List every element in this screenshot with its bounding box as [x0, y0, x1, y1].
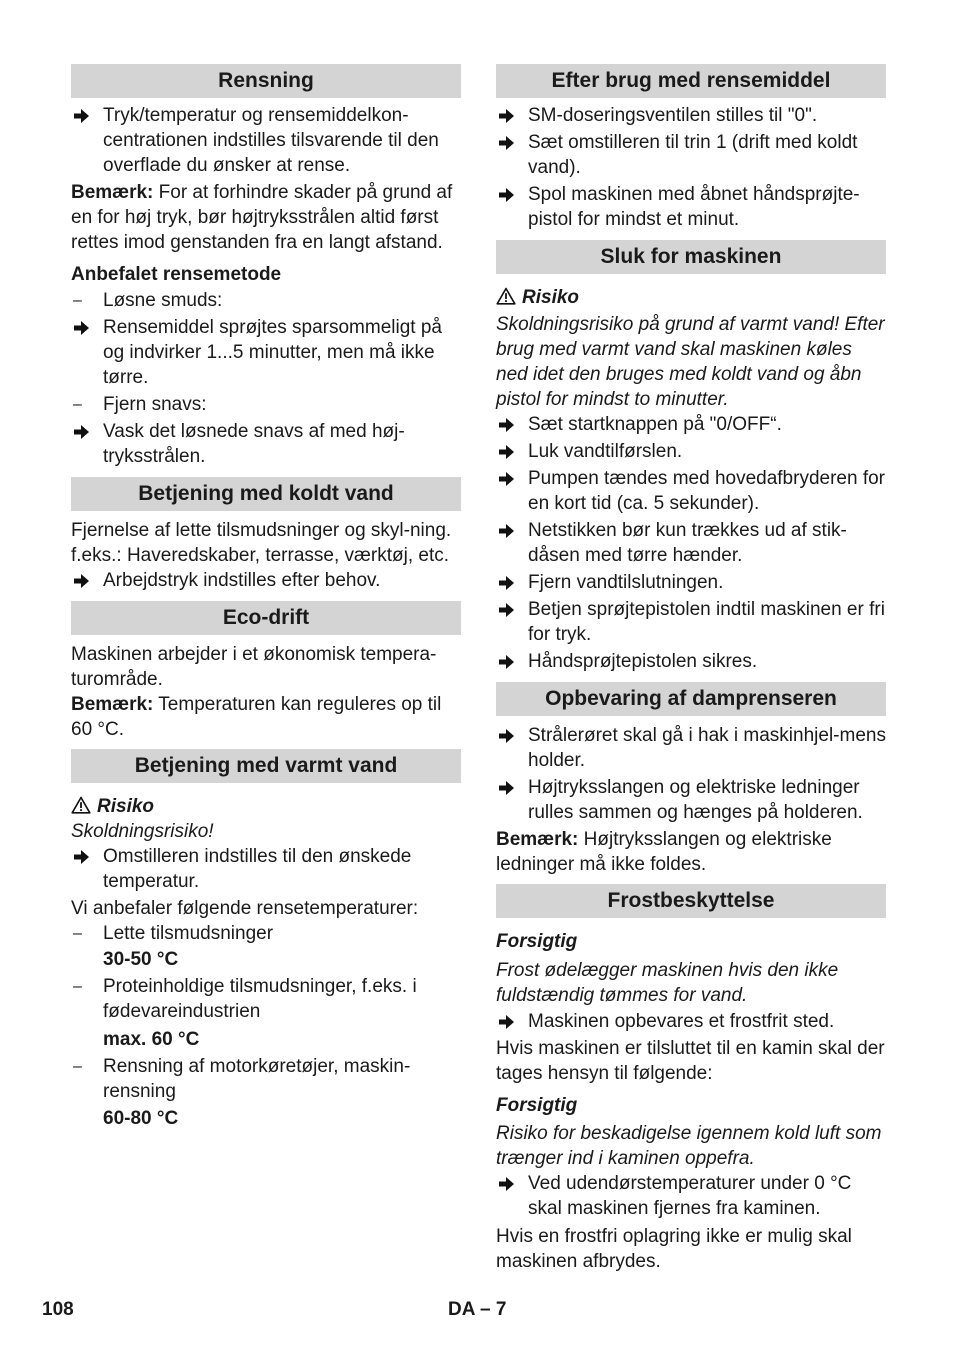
arrow-icon: [71, 315, 97, 345]
arrow-icon: [71, 844, 97, 874]
list-item: Luk vandtilførslen.: [496, 439, 886, 464]
list-item: – Proteinholdige tilsmudsninger, f.eks. i fødevareindustrien: [73, 976, 417, 1022]
arrow-icon: [496, 103, 522, 133]
left-column: [71, 64, 461, 1131]
list-item: Fjern vandtilslutningen.: [496, 570, 886, 595]
temperature-value: max. 60 °C: [103, 1029, 200, 1050]
list-item: – Lette tilsmudsninger: [73, 923, 274, 944]
list-item: – Fjern snavs:: [73, 394, 207, 415]
subheading: Anbefalet rensemetode: [71, 264, 282, 285]
caution-heading: Forsigtig: [496, 1095, 578, 1116]
dash-icon: –: [73, 1058, 82, 1075]
section-header-sluk: Sluk for maskinen: [496, 240, 886, 274]
arrow-icon: [496, 130, 522, 160]
arrow-icon: [71, 103, 97, 133]
arrow-icon: [496, 518, 522, 548]
arrow-icon: [496, 597, 522, 627]
list-item: Sæt startknappen på "0/OFF“.: [496, 412, 886, 437]
list-item: Spol maskinen med åbnet håndsprøjte-pistol for mindst et minut.: [496, 182, 886, 232]
paragraph: Vi anbefaler følgende rensetemperaturer:: [71, 898, 419, 919]
arrow-icon: [496, 570, 522, 600]
list-item: – Løsne smuds:: [73, 290, 223, 311]
arrow-icon: [496, 1171, 522, 1201]
paragraph: Maskinen arbejder i et økonomisk tempera-turområde.: [71, 644, 437, 690]
list-item: Pumpen tændes med hovedafbryderen for en kort tid (ca. 5 sekunder).: [496, 466, 886, 516]
arrow-icon: [496, 412, 522, 442]
section-header-frost: Frostbeskyttelse: [496, 884, 886, 918]
list-item: Sæt omstilleren til trin 1 (drift med koldt vand).: [496, 130, 886, 180]
list-item: Tryk/temperatur og rensemiddelkon-centrationen indstilles tilsvarende til den overflade du ønsker at rense.: [71, 103, 461, 178]
note: Bemærk: For at forhindre skader på grund af en for høj tryk, bør højtryksstrålen altid først rettes imod genstanden fra en langt afstand.: [71, 182, 453, 253]
list-item: Ved udendørstemperaturer under 0 °C skal maskinen fjernes fra kaminen.: [496, 1171, 886, 1221]
risk-text: Skoldningsrisiko på grund af varmt vand! Efter brug med varmt vand skal maskinen køles ned idet den bruges med koldt vand og åbn pistol for mindst to minutter.: [496, 314, 885, 410]
section-header-eco-drift: Eco-drift: [71, 601, 461, 635]
dash-icon: –: [73, 396, 82, 413]
list-item: Omstilleren indstilles til den ønskede temperatur.: [71, 844, 461, 894]
caution-text: Risiko for beskadigelse igennem kold luft som trænger ind i kaminen oppefra.: [496, 1123, 882, 1169]
section-header-rensning: Rensning: [71, 64, 461, 98]
list-item: SM-doseringsventilen stilles til "0".: [496, 103, 886, 128]
arrow-icon: [496, 723, 522, 753]
dash-icon: –: [73, 925, 82, 942]
warning-triangle-icon: [71, 796, 91, 814]
page-label: DA – 7: [448, 1299, 507, 1320]
section-header-opbevaring: Opbevaring af damprenseren: [496, 682, 886, 716]
list-item: Netstikken bør kun trækkes ud af stik-dåsen med tørre hænder.: [496, 518, 886, 568]
arrow-icon: [496, 775, 522, 805]
section-header-efter-brug: Efter brug med rensemiddel: [496, 64, 886, 98]
section-header-varmt-vand: Betjening med varmt vand: [71, 749, 461, 783]
risk-heading: Risiko: [496, 285, 886, 310]
list-item: Maskinen opbevares et frostfrit sted.: [496, 1009, 886, 1034]
list-item: Vask det løsnede snavs af med høj-tryksstrålen.: [71, 419, 461, 469]
paragraph: Hvis en frostfri oplagring ikke er mulig skal maskinen afbrydes.: [496, 1226, 852, 1272]
list-item: Rensemiddel sprøjtes sparsommeligt på og indvirker 1...5 minutter, men må ikke tørre.: [71, 315, 461, 390]
temperature-value: 60-80 °C: [103, 1108, 179, 1129]
page-number: 108: [42, 1299, 74, 1320]
arrow-icon: [496, 182, 522, 212]
arrow-icon: [496, 1009, 522, 1039]
paragraph: Hvis maskinen er tilsluttet til en kamin skal der tages hensyn til følgende:: [496, 1038, 885, 1084]
risk-heading: Risiko: [71, 794, 461, 819]
note: Bemærk: Temperaturen kan reguleres op til 60 °C.: [71, 694, 442, 740]
risk-text: Skoldningsrisiko!: [71, 821, 214, 842]
arrow-icon: [71, 568, 97, 598]
caution-text: Frost ødelægger maskinen hvis den ikke fuldstændig tømmes for vand.: [496, 960, 839, 1006]
temperature-value: 30-50 °C: [103, 949, 179, 970]
caution-heading: Forsigtig: [496, 931, 578, 952]
list-item: Betjen sprøjtepistolen indtil maskinen er fri for tryk.: [496, 597, 886, 647]
list-item: Højtryksslangen og elektriske ledninger rulles sammen og hænges på holderen.: [496, 775, 886, 825]
arrow-icon: [496, 439, 522, 469]
section-header-koldt-vand: Betjening med koldt vand: [71, 477, 461, 511]
paragraph: Fjernelse af lette tilsmudsninger og skyl-ning. f.eks.: Haveredskaber, terrasse, værktøj, etc.: [71, 520, 452, 566]
list-item: – Rensning af motorkøretøjer, maskin-rensning: [73, 1056, 411, 1102]
list-item: Håndsprøjtepistolen sikres.: [496, 649, 886, 674]
warning-triangle-icon: [496, 287, 516, 305]
list-item: Strålerøret skal gå i hak i maskinhjel-mens holder.: [496, 723, 886, 773]
arrow-icon: [71, 419, 97, 449]
arrow-icon: [496, 649, 522, 679]
list-item: Arbejdstryk indstilles efter behov.: [71, 568, 461, 593]
dash-icon: –: [73, 292, 82, 309]
right-column: [496, 64, 886, 1274]
dash-icon: –: [73, 978, 82, 995]
arrow-icon: [496, 466, 522, 496]
note: Bemærk: Højtryksslangen og elektriske ledninger må ikke foldes.: [496, 829, 832, 875]
